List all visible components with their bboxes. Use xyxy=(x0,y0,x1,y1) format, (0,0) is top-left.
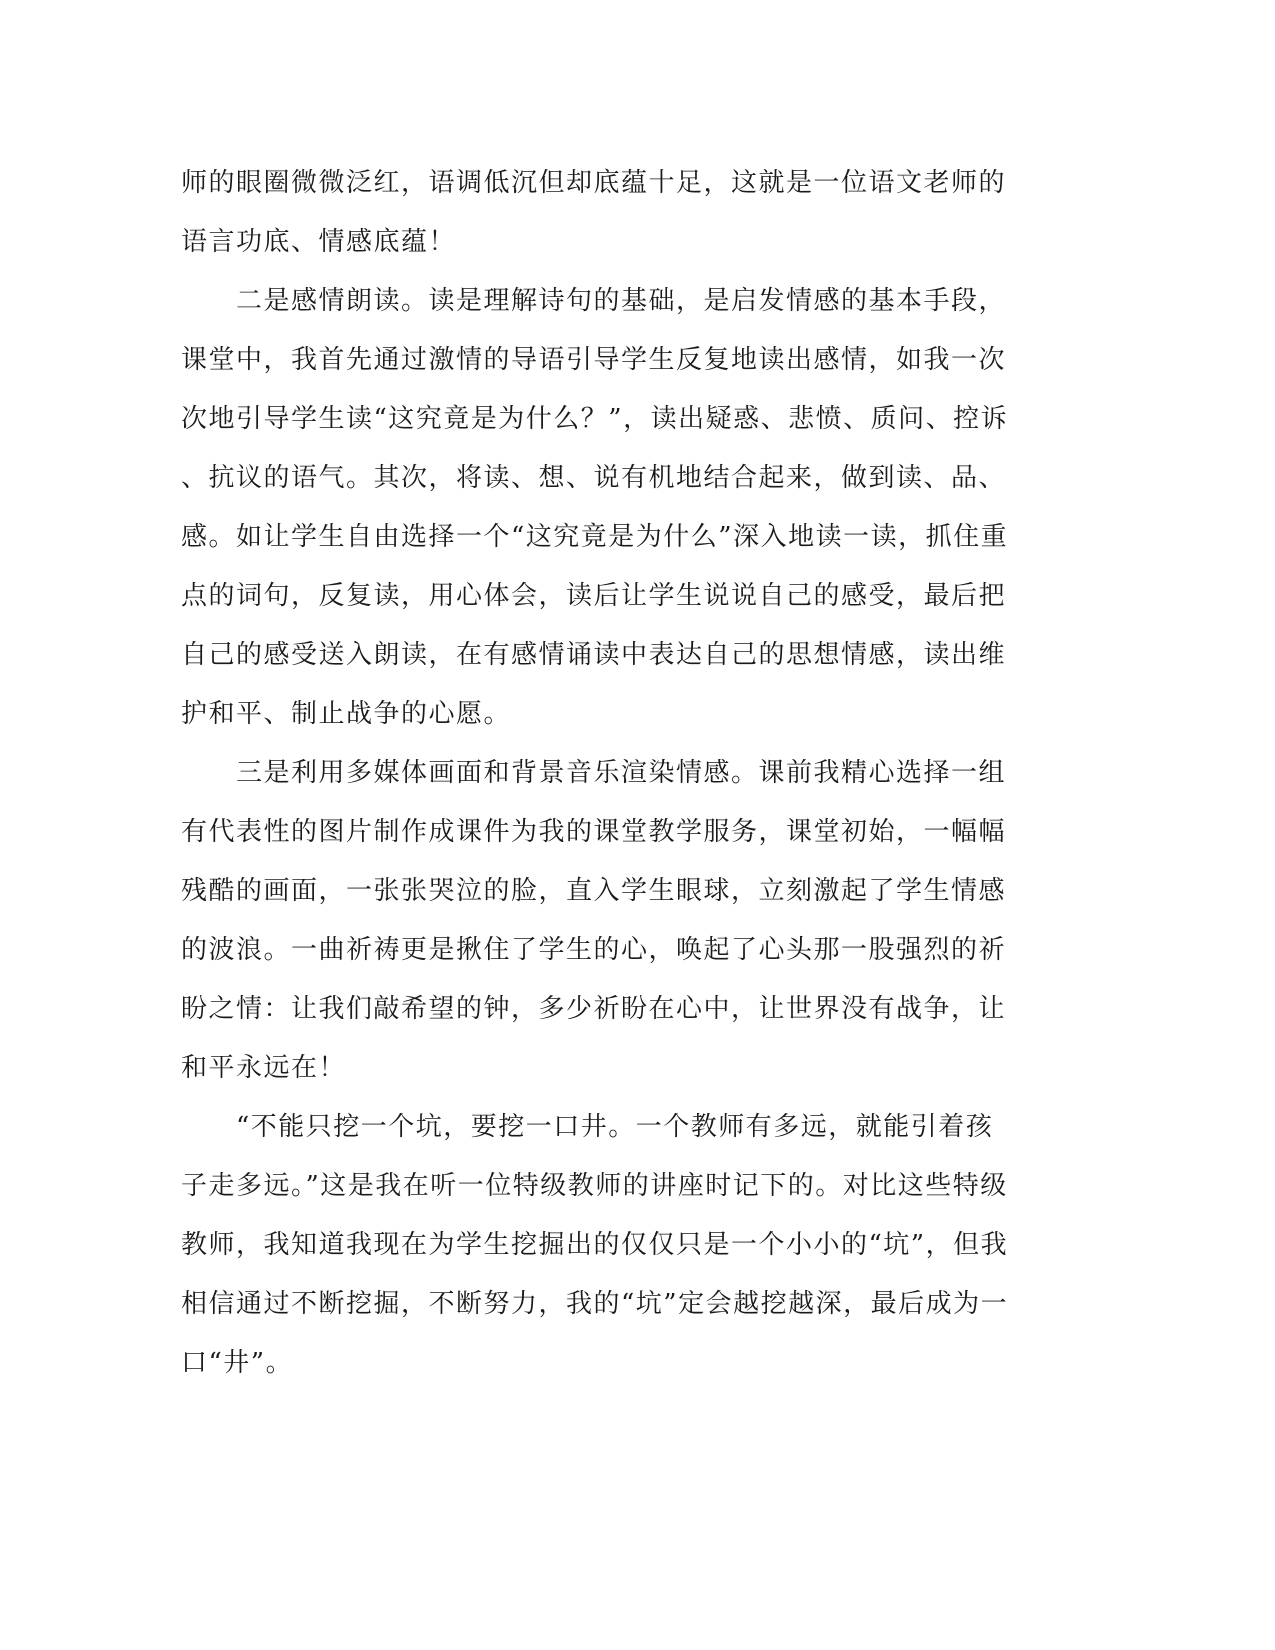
text-line: 课堂中，我首先通过激情的导语引导学生反复地读出感情，如我一次 xyxy=(181,345,1007,375)
text-line: 二是感情朗读。读是理解诗句的基础，是启发情感的基本手段， xyxy=(181,286,1007,316)
text-line: “不能只挖一个坑，要挖一口井。一个教师有多远，就能引着孩 xyxy=(181,1112,994,1142)
text-line: 点的词句，反复读，用心体会，读后让学生说说自己的感受，最后把 xyxy=(181,581,1007,611)
paragraph xyxy=(181,752,1021,1106)
paragraph xyxy=(181,280,1021,752)
text-line: 盼之情：让我们敲希望的钟，多少祈盼在心中，让世界没有战争，让 xyxy=(181,994,1007,1024)
text-line: 感。如让学生自由选择一个“这究竟是为什么”深入地读一读，抓住重 xyxy=(181,522,1009,552)
text-line: 师的眼圈微微泛红，语调低沉但却底蕴十足，这就是一位语文老师的 xyxy=(181,168,1007,198)
text-line: 语言功底、情感底蕴！ xyxy=(181,227,457,257)
text-line: 相信通过不断挖掘，不断努力，我的“坑”定会越挖越深，最后成为一 xyxy=(181,1289,1009,1319)
text-line: 次地引导学生读“这究竟是为什么？”，读出疑惑、悲愤、质问、控诉 xyxy=(181,404,1009,434)
text-line: 教师，我知道我现在为学生挖掘出的仅仅只是一个小小的“坑”，但我 xyxy=(181,1230,1009,1260)
text-line: 有代表性的图片制作成课件为我的课堂教学服务，课堂初始，一幅幅 xyxy=(181,817,1007,847)
paragraph xyxy=(181,1106,1021,1401)
text-line: 自己的感受送入朗读，在有感情诵读中表达自己的思想情感，读出维 xyxy=(181,640,1007,670)
text-line: 子走多远。”这是我在听一位特级教师的讲座时记下的。对比这些特级 xyxy=(181,1171,1008,1201)
document-body xyxy=(181,162,1021,1401)
text-line: 残酷的画面，一张张哭泣的脸，直入学生眼球，立刻激起了学生情感 xyxy=(181,876,1007,906)
text-line: 、抗议的语气。其次，将读、想、说有机地结合起来，做到读、品、 xyxy=(181,463,1007,493)
text-line: 口“井”。 xyxy=(181,1348,294,1378)
text-line: 三是利用多媒体画面和背景音乐渲染情感。课前我精心选择一组 xyxy=(181,758,1007,788)
text-line: 的波浪。一曲祈祷更是揪住了学生的心，唤起了心头那一股强烈的祈 xyxy=(181,935,1007,965)
paragraph xyxy=(181,162,1021,280)
text-line: 和平永远在！ xyxy=(181,1053,347,1083)
text-line: 护和平、制止战争的心愿。 xyxy=(181,699,512,729)
